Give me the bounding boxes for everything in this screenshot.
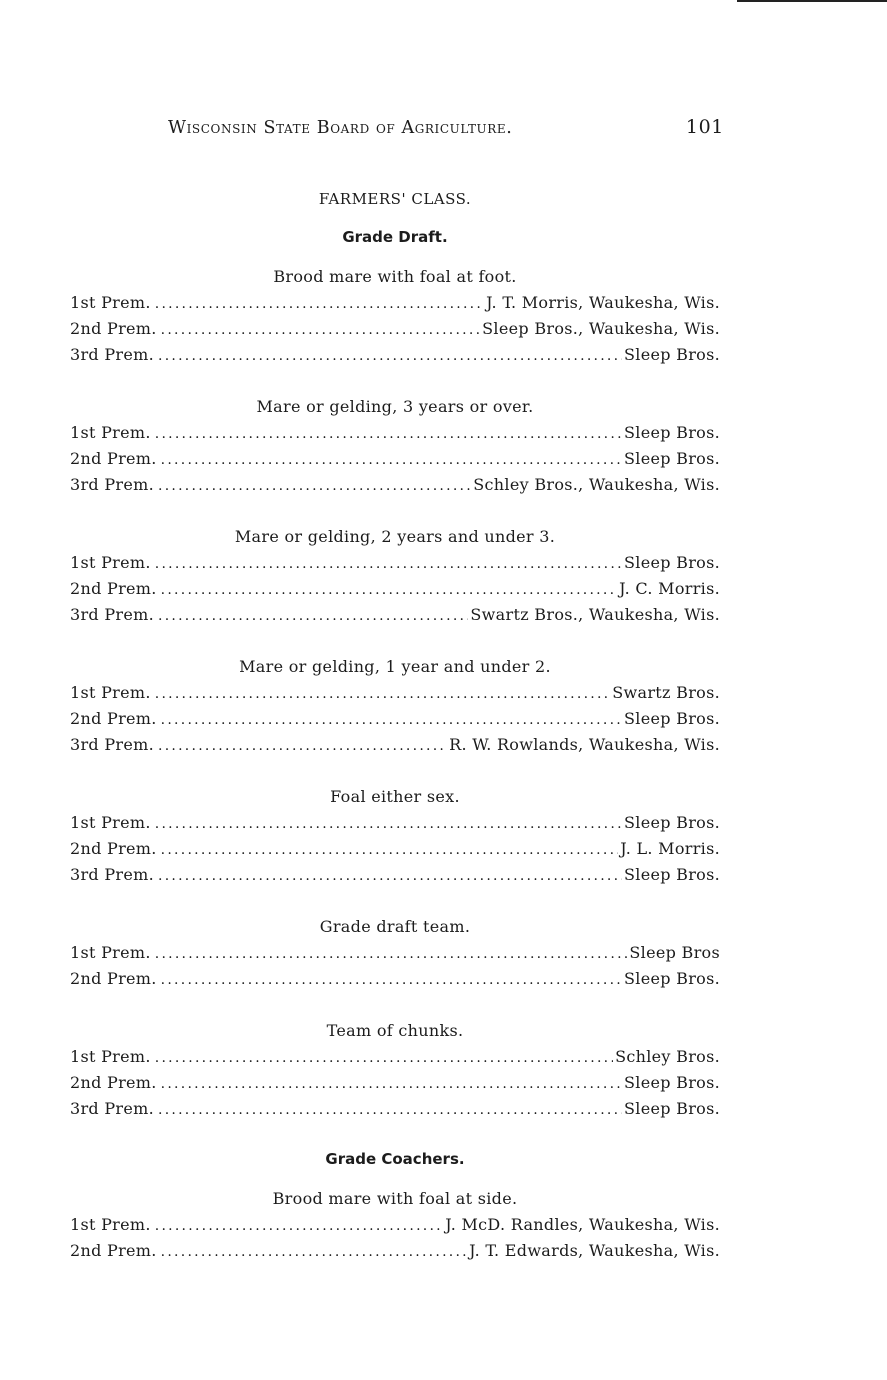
class-title: FARMERS' CLASS.	[318, 190, 472, 208]
dot-leader	[161, 577, 618, 603]
award-entry	[70, 966, 720, 992]
award-group-title: Foal either sex.	[330, 787, 460, 806]
award-entry	[70, 1238, 720, 1264]
dot-leader	[161, 317, 481, 343]
premium-winner: Sleep Bros.	[624, 449, 720, 468]
award-entry	[70, 940, 720, 966]
section-heading: Grade Coachers.	[325, 1150, 465, 1168]
dot-leader	[155, 291, 484, 317]
premium-place: 1st Prem.	[70, 813, 151, 832]
dot-leader	[155, 551, 622, 577]
dot-leader	[158, 603, 468, 629]
premium-place: 2nd Prem.	[70, 1073, 157, 1092]
premium-place: 1st Prem.	[70, 1215, 151, 1234]
premium-place: 2nd Prem.	[70, 1241, 157, 1260]
premium-winner: J. McD. Randles, Waukesha, Wis.	[445, 1215, 720, 1234]
premium-winner: J. L. Morris.	[620, 839, 720, 858]
premium-winner: Sleep Bros.	[624, 709, 720, 728]
premium-winner: J. T. Edwards, Waukesha, Wis.	[469, 1241, 720, 1260]
dot-leader	[161, 447, 622, 473]
award-group-title: Grade draft team.	[319, 917, 471, 936]
award-group	[70, 524, 720, 628]
award-entry	[70, 862, 720, 888]
premium-place: 1st Prem.	[70, 553, 151, 572]
award-group-title: Mare or gelding, 3 years or over.	[256, 397, 534, 416]
award-entry	[70, 576, 720, 602]
dot-leader	[161, 837, 619, 863]
premium-winner: Sleep Bros.	[624, 345, 720, 364]
award-entry	[70, 1212, 720, 1238]
premium-place: 3rd Prem.	[70, 865, 154, 884]
premium-place: 2nd Prem.	[70, 839, 157, 858]
premium-place: 1st Prem.	[70, 423, 151, 442]
award-entry	[70, 1096, 720, 1122]
premium-place: 2nd Prem.	[70, 969, 157, 988]
dot-leader	[158, 473, 471, 499]
premium-winner: Schley Bros.	[615, 1047, 720, 1066]
award-group	[70, 654, 720, 758]
award-entry	[70, 472, 720, 498]
award-group	[70, 914, 720, 992]
dot-leader	[155, 1045, 613, 1071]
premium-winner: Swartz Bros., Waukesha, Wis.	[470, 605, 720, 624]
premium-place: 3rd Prem.	[70, 735, 154, 754]
premium-winner: Sleep Bros.	[624, 1099, 720, 1118]
award-entry	[70, 1070, 720, 1096]
premium-winner: Sleep Bros., Waukesha, Wis.	[482, 319, 720, 338]
dot-leader	[158, 733, 447, 759]
premium-section	[70, 226, 720, 1122]
premium-place: 1st Prem.	[70, 683, 151, 702]
award-entry	[70, 810, 720, 836]
award-group-title: Mare or gelding, 2 years and under 3.	[234, 527, 556, 546]
award-entry	[70, 420, 720, 446]
premium-winner: Sleep Bros.	[624, 813, 720, 832]
award-group	[70, 784, 720, 888]
dot-leader	[161, 1239, 468, 1265]
dot-leader	[158, 343, 622, 369]
premium-place: 2nd Prem.	[70, 319, 157, 338]
dot-leader	[161, 707, 622, 733]
dot-leader	[161, 1071, 622, 1097]
award-group-title: Team of chunks.	[326, 1021, 464, 1040]
award-group	[70, 394, 720, 498]
award-entry	[70, 706, 720, 732]
award-entry	[70, 316, 720, 342]
dot-leader	[158, 1097, 622, 1123]
premium-place: 2nd Prem.	[70, 579, 157, 598]
premium-place: 3rd Prem.	[70, 1099, 154, 1118]
page-body	[70, 188, 720, 1290]
premium-place: 3rd Prem.	[70, 345, 154, 364]
award-group-title: Mare or gelding, 1 year and under 2.	[239, 657, 551, 676]
award-entry	[70, 602, 720, 628]
award-group-title: Brood mare with foal at side.	[272, 1189, 518, 1208]
premium-winner: Sleep Bros.	[624, 553, 720, 572]
award-group	[70, 1018, 720, 1122]
premium-winner: R. W. Rowlands, Waukesha, Wis.	[449, 735, 720, 754]
premium-place: 3rd Prem.	[70, 605, 154, 624]
top-edge-rule	[737, 0, 887, 2]
section-heading: Grade Draft.	[342, 228, 448, 246]
premium-section	[70, 1148, 720, 1264]
dot-leader	[155, 681, 611, 707]
dot-leader	[155, 811, 622, 837]
premium-winner: Sleep Bros.	[624, 1073, 720, 1092]
award-entry	[70, 732, 720, 758]
premium-winner: Sleep Bros.	[624, 865, 720, 884]
dot-leader	[155, 421, 622, 447]
premium-place: 2nd Prem.	[70, 709, 157, 728]
dot-leader	[155, 941, 628, 967]
premium-winner: J. T. Morris, Waukesha, Wis.	[486, 293, 720, 312]
award-entry	[70, 342, 720, 368]
premium-sections	[70, 226, 720, 1264]
premium-place: 1st Prem.	[70, 943, 151, 962]
premium-winner: J. C. Morris.	[619, 579, 720, 598]
award-entry	[70, 446, 720, 472]
premium-place: 1st Prem.	[70, 293, 151, 312]
award-entry	[70, 1044, 720, 1070]
premium-place: 3rd Prem.	[70, 475, 154, 494]
premium-winner: Schley Bros., Waukesha, Wis.	[473, 475, 720, 494]
premium-place: 1st Prem.	[70, 1047, 151, 1066]
premium-winner: Sleep Bros.	[624, 423, 720, 442]
award-group	[70, 264, 720, 368]
award-group	[70, 1186, 720, 1264]
dot-leader	[158, 863, 622, 889]
dot-leader	[161, 967, 622, 993]
award-entry	[70, 680, 720, 706]
award-entry	[70, 550, 720, 576]
award-entry	[70, 836, 720, 862]
page-number: 101	[685, 116, 724, 138]
award-group-title: Brood mare with foal at foot.	[273, 267, 517, 286]
premium-winner: Swartz Bros.	[612, 683, 720, 702]
running-header	[70, 118, 724, 144]
award-entry	[70, 290, 720, 316]
dot-leader	[155, 1213, 443, 1239]
running-title: Wisconsin State Board of Agriculture.	[168, 118, 513, 138]
premium-place: 2nd Prem.	[70, 449, 157, 468]
premium-winner: Sleep Bros.	[624, 969, 720, 988]
premium-winner: Sleep Bros	[629, 943, 720, 962]
